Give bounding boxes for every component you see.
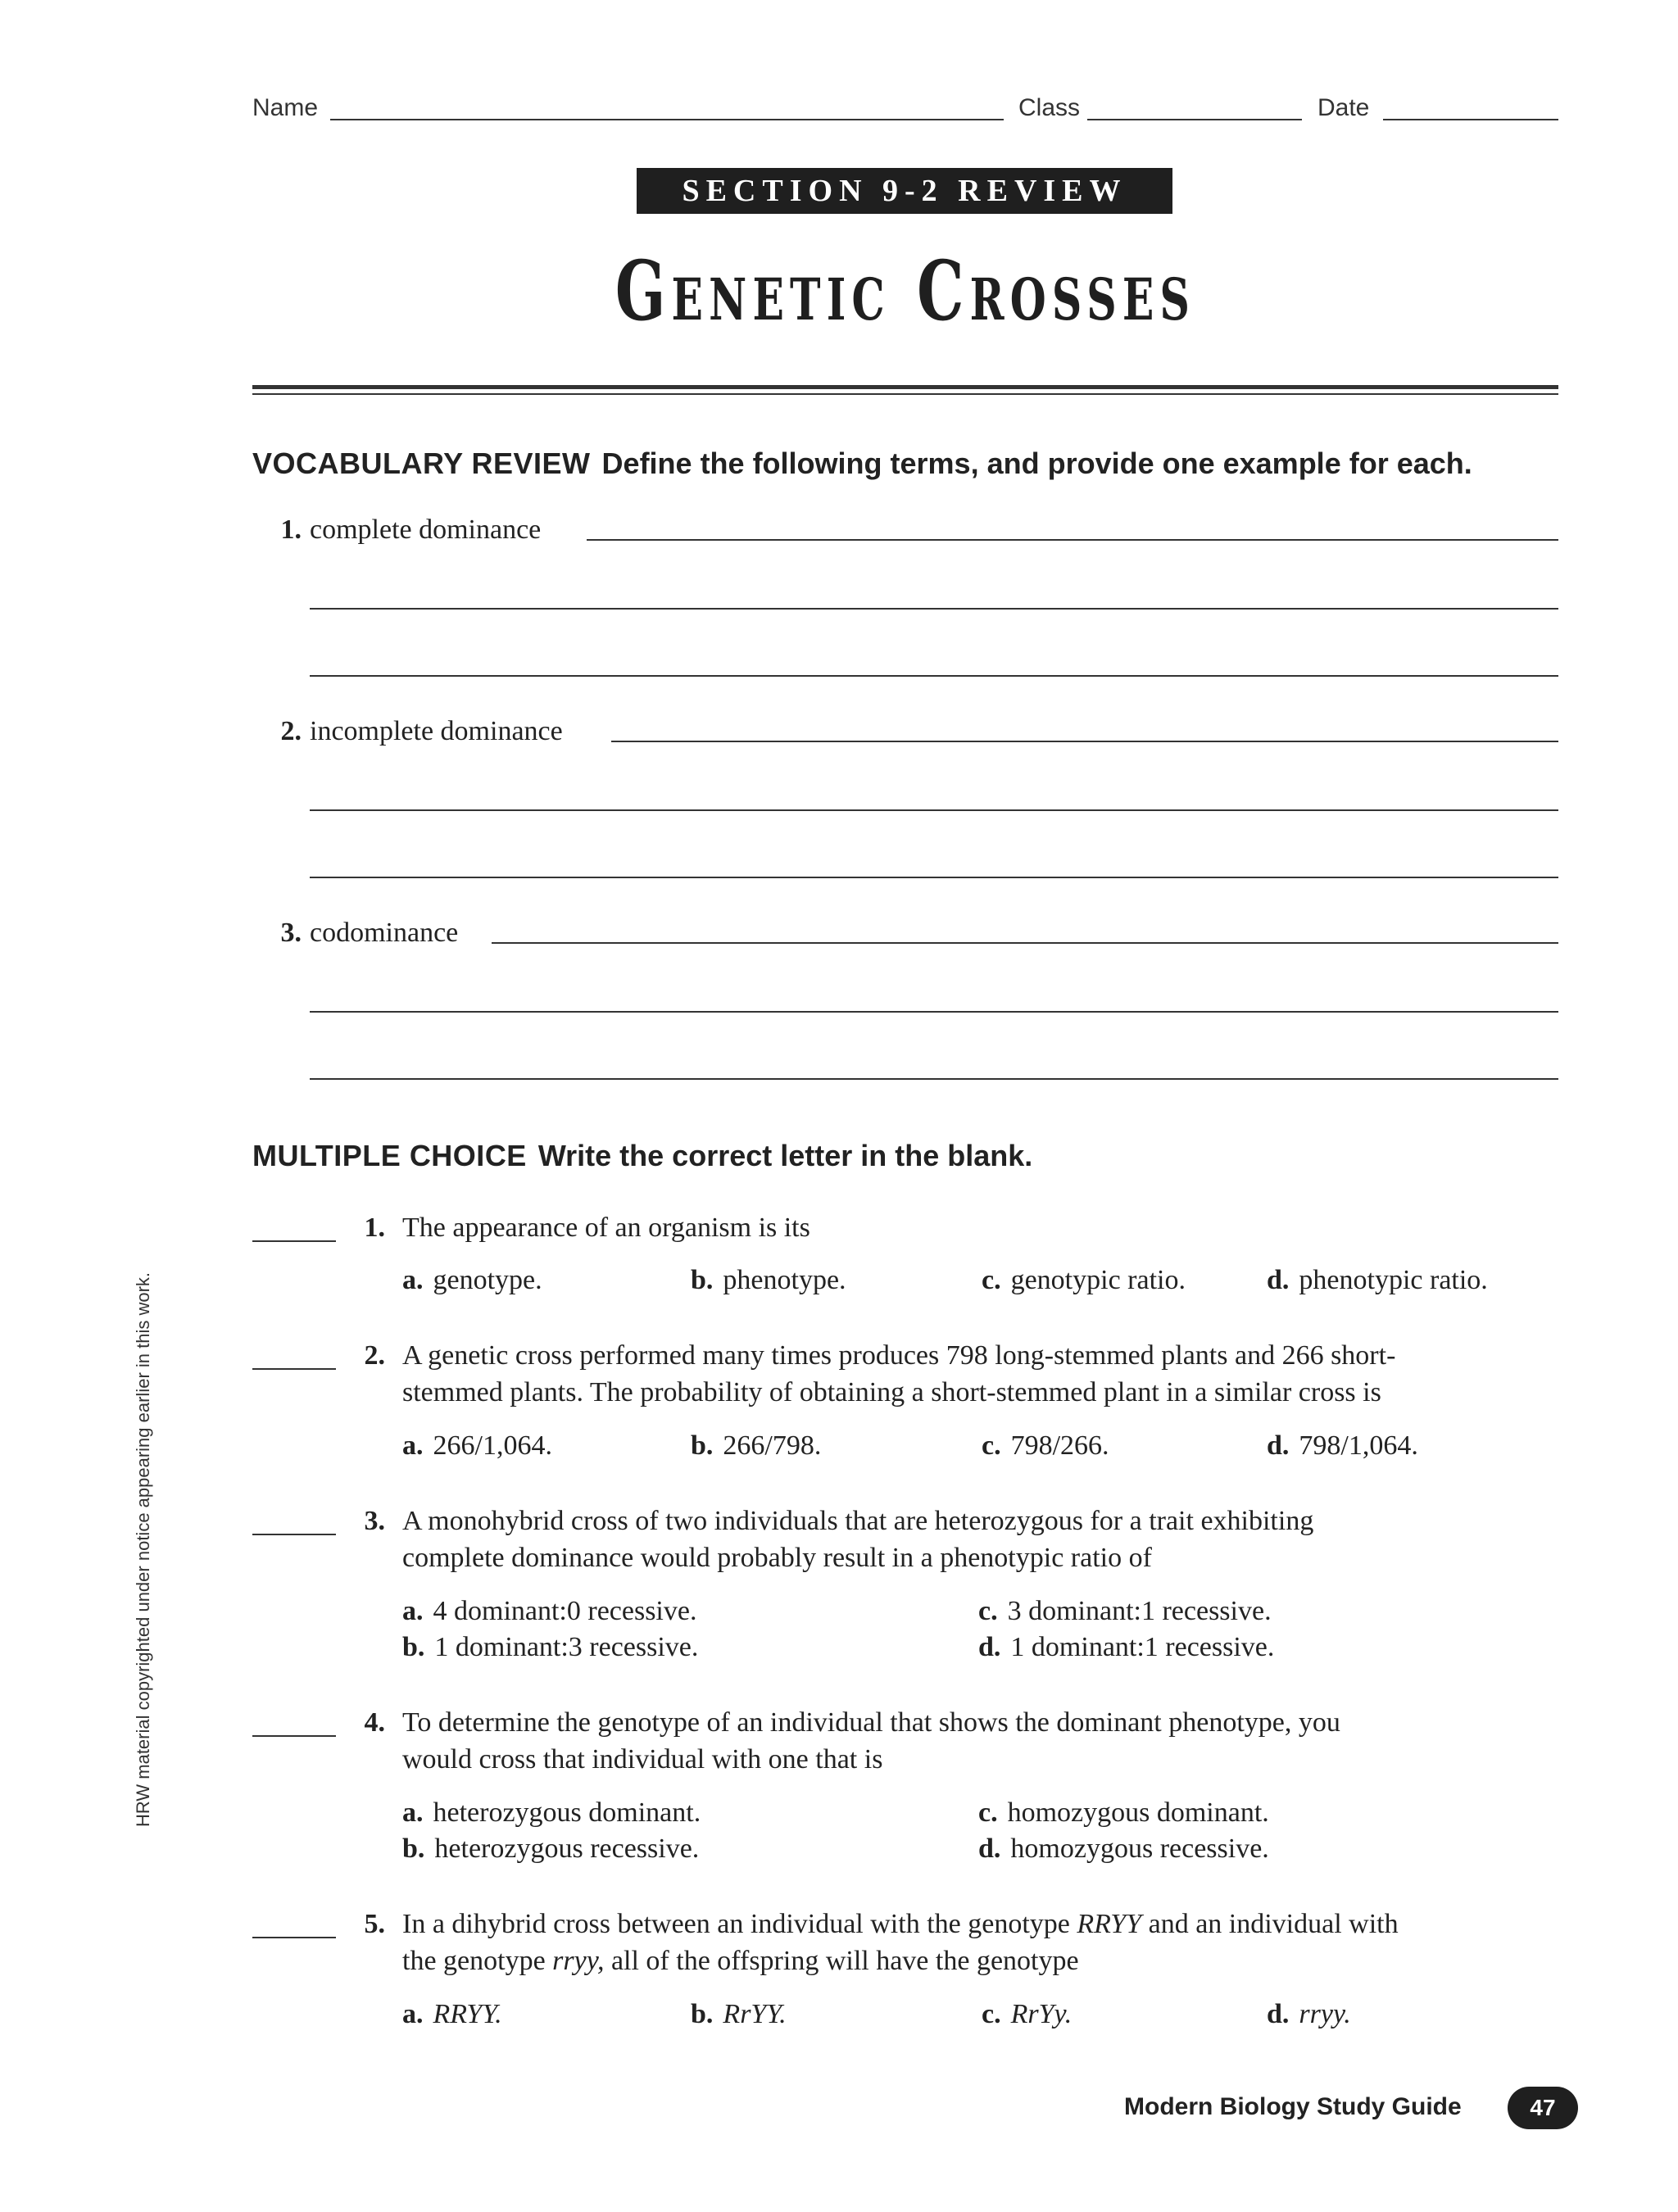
answer-line[interactable] — [310, 809, 1558, 811]
answer-line[interactable] — [310, 1011, 1558, 1013]
option-text: homozygous recessive. — [1010, 1834, 1269, 1864]
option-text: phenotype. — [723, 1265, 846, 1295]
question-line: stemmed plants. The probability of obtaining a short-stemmed plant in a similar cross is — [402, 1377, 1381, 1407]
option-b — [691, 1430, 821, 1462]
answer-line[interactable] — [310, 1078, 1558, 1080]
option-text: homozygous dominant. — [1007, 1797, 1269, 1828]
option-a — [402, 1430, 552, 1462]
header-fields — [252, 94, 1558, 127]
option-text: 266/1,064. — [433, 1430, 552, 1461]
vocab-item-2 — [252, 716, 1558, 880]
option-letter: c. — [978, 1797, 998, 1828]
option-text: 1 dominant:3 recessive. — [434, 1632, 699, 1662]
book-title: Modern Biology Study Guide — [1124, 2093, 1462, 2120]
vocab-term: codominance — [310, 918, 459, 948]
class-label: Class — [1018, 94, 1081, 121]
option-text: genotypic ratio. — [1010, 1265, 1186, 1295]
option-text: 4 dominant:0 recessive. — [433, 1596, 697, 1626]
vocabulary-heading-label: VOCABULARY REVIEW — [252, 446, 591, 480]
text-run: In a dihybrid cross between an individual with the genotype — [402, 1909, 1077, 1939]
question-line — [402, 1942, 1558, 1979]
option-b — [691, 1265, 846, 1296]
option-text: 1 dominant:1 recessive. — [1010, 1632, 1275, 1662]
question-number: 1. — [364, 1213, 385, 1243]
text-run: and an individual with — [1141, 1909, 1399, 1939]
option-letter: d. — [1267, 1265, 1290, 1295]
vocab-number: 3. — [280, 918, 302, 948]
text-run: the genotype — [402, 1946, 553, 1976]
option-letter: d. — [978, 1632, 1001, 1662]
answer-blank[interactable] — [252, 1735, 336, 1737]
option-b — [691, 1999, 787, 2030]
vocabulary-heading — [252, 446, 1472, 481]
date-field[interactable] — [1383, 119, 1558, 120]
answer-line[interactable] — [310, 608, 1558, 610]
vocab-number: 1. — [280, 514, 302, 545]
option-letter: a. — [402, 1999, 424, 2029]
question-text — [402, 1906, 1558, 1979]
option-d — [1267, 1999, 1351, 2030]
question-line: A genetic cross performed many times produces 798 long-stemmed plants and 266 short- — [402, 1340, 1396, 1371]
option-letter: c. — [982, 1265, 1001, 1295]
option-c — [982, 1265, 1186, 1296]
vocab-item-1 — [252, 514, 1558, 678]
option-letter: a. — [402, 1265, 424, 1295]
option-a — [402, 1265, 542, 1296]
question-5 — [252, 1909, 1558, 2040]
question-1 — [252, 1213, 1558, 1311]
copyright-note: HRW material copyrighted under notice appearing earlier in this work. — [133, 1271, 153, 1827]
page-title: Genetic Crosses — [615, 243, 1196, 339]
answer-blank[interactable] — [252, 1937, 336, 1938]
question-3 — [252, 1506, 1558, 1670]
question-number: 2. — [364, 1340, 385, 1371]
option-text: 266/798. — [723, 1430, 822, 1461]
option-text: phenotypic ratio. — [1299, 1265, 1488, 1295]
question-number: 4. — [364, 1707, 385, 1738]
option-letter: d. — [1267, 1430, 1290, 1461]
question-text — [402, 1503, 1558, 1576]
question-line: would cross that individual with one that is — [402, 1744, 883, 1775]
option-b — [402, 1834, 699, 1865]
option-a — [402, 1797, 701, 1829]
date-label: Date — [1317, 94, 1370, 121]
multiple-choice-heading — [252, 1139, 1032, 1173]
option-letter: b. — [402, 1632, 425, 1662]
question-number: 5. — [364, 1909, 385, 1939]
question-4 — [252, 1707, 1558, 1871]
vocab-term: incomplete dominance — [310, 716, 563, 746]
question-line: A monohybrid cross of two individuals that are heterozygous for a trait exhibiting — [402, 1506, 1314, 1536]
option-c — [978, 1797, 1269, 1829]
option-text: 3 dominant:1 recessive. — [1007, 1596, 1272, 1626]
option-letter: b. — [691, 1265, 714, 1295]
vocabulary-instruction: Define the following terms, and provide one example for each. — [601, 446, 1472, 480]
page-number-badge: 47 — [1508, 2087, 1578, 2129]
question-number: 3. — [364, 1506, 385, 1536]
vocab-number: 2. — [280, 716, 302, 746]
title-divider-thick — [252, 385, 1558, 389]
answer-line[interactable] — [310, 675, 1558, 677]
vocab-item-3 — [252, 918, 1558, 1081]
question-line: complete dominance would probably result in a phenotypic ratio of — [402, 1543, 1152, 1573]
genotype-term: RRYY — [1077, 1909, 1142, 1939]
section-banner: SECTION 9-2 REVIEW — [637, 168, 1172, 214]
option-c — [982, 1999, 1072, 2030]
question-2 — [252, 1340, 1558, 1471]
question-text — [402, 1337, 1558, 1411]
answer-blank[interactable] — [252, 1240, 336, 1242]
answer-line[interactable] — [492, 942, 1558, 944]
option-text: RrYy. — [1010, 1999, 1073, 2029]
answer-line[interactable] — [611, 741, 1558, 742]
option-letter: a. — [402, 1596, 424, 1626]
option-c — [982, 1430, 1109, 1462]
option-c — [978, 1596, 1272, 1627]
name-field[interactable] — [330, 119, 1004, 120]
name-label: Name — [252, 94, 319, 121]
question-text: The appearance of an organism is its — [402, 1213, 810, 1243]
option-text: 798/266. — [1010, 1430, 1109, 1461]
option-text: heterozygous recessive. — [434, 1834, 700, 1864]
option-d — [1267, 1265, 1488, 1296]
option-letter: c. — [982, 1999, 1001, 2029]
option-text: genotype. — [433, 1265, 542, 1295]
option-a — [402, 1596, 696, 1627]
question-line: To determine the genotype of an individual that shows the dominant phenotype, you — [402, 1707, 1340, 1738]
multiple-choice-instruction: Write the correct letter in the blank. — [537, 1139, 1033, 1172]
option-d — [978, 1834, 1269, 1865]
option-b — [402, 1632, 698, 1663]
option-letter: b. — [402, 1834, 425, 1864]
question-text — [402, 1704, 1558, 1778]
multiple-choice-heading-label: MULTIPLE CHOICE — [252, 1139, 527, 1172]
option-letter: d. — [1267, 1999, 1290, 2029]
title-divider-thin — [252, 393, 1558, 395]
option-text: heterozygous dominant. — [433, 1797, 701, 1828]
vocab-term: complete dominance — [310, 514, 542, 545]
option-letter: c. — [982, 1430, 1001, 1461]
option-letter: b. — [691, 1430, 714, 1461]
answer-line[interactable] — [587, 539, 1558, 541]
text-run: all of the offspring will have the genotype — [604, 1946, 1079, 1976]
option-letter: c. — [978, 1596, 998, 1626]
option-d — [978, 1632, 1274, 1663]
option-letter: d. — [978, 1834, 1001, 1864]
option-letter: b. — [691, 1999, 714, 2029]
question-line — [402, 1906, 1558, 1942]
genotype-term: rryy, — [552, 1946, 605, 1976]
answer-line[interactable] — [310, 877, 1558, 878]
class-field[interactable] — [1087, 119, 1302, 120]
option-a — [402, 1999, 502, 2030]
option-letter: a. — [402, 1797, 424, 1828]
option-text: 798/1,064. — [1299, 1430, 1418, 1461]
answer-blank[interactable] — [252, 1368, 336, 1370]
option-letter: a. — [402, 1430, 424, 1461]
option-text: RRYY. — [433, 1999, 502, 2029]
option-text: RrYY. — [723, 1999, 787, 2029]
option-d — [1267, 1430, 1418, 1462]
option-text: rryy. — [1299, 1999, 1351, 2029]
answer-blank[interactable] — [252, 1534, 336, 1535]
